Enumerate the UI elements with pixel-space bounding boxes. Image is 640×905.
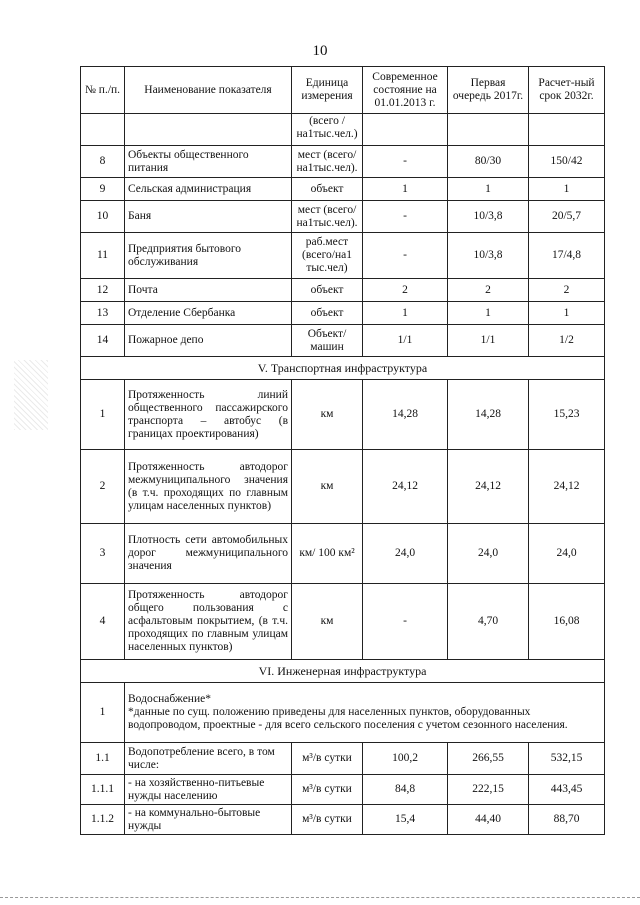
header-unit: Единица измерения (292, 67, 363, 114)
row-calc (529, 114, 605, 146)
page-number: 10 (312, 43, 328, 59)
row-current: 1 (363, 178, 448, 201)
row-current: 14,28 (363, 380, 448, 450)
row-current: - (363, 233, 448, 279)
row-calc: 16,08 (529, 584, 605, 660)
row-current: 2 (363, 279, 448, 302)
row-first: 4,70 (448, 584, 529, 660)
row-first: 266,55 (448, 743, 529, 775)
row-num: 1.1.2 (81, 805, 125, 835)
row-first: 1/1 (448, 325, 529, 357)
row-current: - (363, 584, 448, 660)
row-num: 13 (81, 302, 125, 325)
row-current: 15,4 (363, 805, 448, 835)
row-num: 4 (81, 584, 125, 660)
row-current: - (363, 201, 448, 233)
row-current: 84,8 (363, 775, 448, 805)
header-calc: Расчет-ный срок 2032г. (529, 67, 605, 114)
row-name: Водопотребление всего, в том числе: (125, 743, 292, 775)
row-unit: м³/в сутки (292, 805, 363, 835)
row-unit: Объект/ машин (292, 325, 363, 357)
header-name: Наименование показателя (125, 67, 292, 114)
row-unit: объект (292, 302, 363, 325)
water-supply-title: Водоснабжение* (128, 693, 211, 705)
row-first: 10/3,8 (448, 201, 529, 233)
row-unit: км (292, 584, 363, 660)
row-calc: 1 (529, 302, 605, 325)
section-heading-engineering (81, 660, 605, 683)
table-row (81, 775, 605, 805)
row-num: 3 (81, 524, 125, 584)
row-name: Пожарное депо (125, 325, 292, 357)
header-current: Современное состояние на 01.01.2013 г. (363, 67, 448, 114)
row-first: 1 (448, 302, 529, 325)
row-name: Отделение Сбербанка (125, 302, 292, 325)
row-first: 2 (448, 279, 529, 302)
row-first: 14,28 (448, 380, 529, 450)
row-current: 24,0 (363, 524, 448, 584)
scan-artifact (14, 360, 48, 430)
row-name: Протяженность автодорог межмуниципального значения (в т.ч. проходящих по главным улицам населенных пунктов) (125, 450, 292, 524)
page-edge-line (0, 897, 640, 899)
water-supply-row (81, 683, 605, 743)
table-row (81, 201, 605, 233)
row-unit: м³/в сутки (292, 775, 363, 805)
table-row (81, 524, 605, 584)
row-calc: 1 (529, 178, 605, 201)
water-supply-cell (125, 683, 605, 743)
row-name: Протяженность линий общественного пассажирского транспорта – автобус (в границах проектирования) (125, 380, 292, 450)
row-calc: 24,0 (529, 524, 605, 584)
row-name: Баня (125, 201, 292, 233)
row-unit: объект (292, 178, 363, 201)
row-unit: м³/в сутки (292, 743, 363, 775)
row-name: - на хозяйственно-питьевые нужды населению (125, 775, 292, 805)
row-first: 44,40 (448, 805, 529, 835)
table-row (81, 302, 605, 325)
row-first: 80/30 (448, 146, 529, 178)
section-title: V. Транспортная инфраструктура (81, 357, 605, 380)
row-name: Почта (125, 279, 292, 302)
row-unit: раб.мест (всего/на1 тыс.чел) (292, 233, 363, 279)
table-row (81, 584, 605, 660)
row-num: 8 (81, 146, 125, 178)
table-row (81, 743, 605, 775)
row-num: 2 (81, 450, 125, 524)
row-unit: км (292, 450, 363, 524)
table-row (81, 325, 605, 357)
row-name: Предприятия бытового обслуживания (125, 233, 292, 279)
table-row (81, 450, 605, 524)
table-row (81, 114, 605, 146)
table-row (81, 380, 605, 450)
row-current: - (363, 146, 448, 178)
row-calc: 20/5,7 (529, 201, 605, 233)
table-row (81, 233, 605, 279)
table-header-row (81, 67, 605, 114)
row-unit: (всего /на1тыс.чел.) (292, 114, 363, 146)
row-calc: 15,23 (529, 380, 605, 450)
row-calc: 88,70 (529, 805, 605, 835)
section-title: VI. Инженерная инфраструктура (81, 660, 605, 683)
row-current: 100,2 (363, 743, 448, 775)
row-first (448, 114, 529, 146)
table-row (81, 805, 605, 835)
row-first: 222,15 (448, 775, 529, 805)
row-current: 24,12 (363, 450, 448, 524)
row-num: 14 (81, 325, 125, 357)
water-supply-note: *данные по сущ. положению приведены для населенных пунктов, оборудованных водопроводом, проектные - для всего сельского поселения с учетом сезонного населения. (128, 706, 568, 731)
row-num (81, 114, 125, 146)
row-unit: мест (всего/ на1тыс.чел). (292, 201, 363, 233)
row-current: 1 (363, 302, 448, 325)
row-calc: 1/2 (529, 325, 605, 357)
row-name: Сельская администрация (125, 178, 292, 201)
row-num: 1 (81, 380, 125, 450)
row-num: 1.1 (81, 743, 125, 775)
row-name (125, 114, 292, 146)
row-num: 1 (81, 683, 125, 743)
row-num: 12 (81, 279, 125, 302)
row-current: 1/1 (363, 325, 448, 357)
row-calc: 17/4,8 (529, 233, 605, 279)
section-heading-transport (81, 357, 605, 380)
header-first: Первая очередь 2017г. (448, 67, 529, 114)
row-num: 1.1.1 (81, 775, 125, 805)
row-first: 24,0 (448, 524, 529, 584)
row-first: 24,12 (448, 450, 529, 524)
header-num: № п./п. (81, 67, 125, 114)
row-first: 10/3,8 (448, 233, 529, 279)
indicators-table (80, 66, 605, 835)
table-row (81, 146, 605, 178)
table-row (81, 178, 605, 201)
row-name: Объекты общественного питания (125, 146, 292, 178)
row-calc: 443,45 (529, 775, 605, 805)
row-first: 1 (448, 178, 529, 201)
row-name: - на коммунально-бытовые нужды (125, 805, 292, 835)
row-calc: 532,15 (529, 743, 605, 775)
row-current (363, 114, 448, 146)
row-unit: объект (292, 279, 363, 302)
row-num: 11 (81, 233, 125, 279)
table-row (81, 279, 605, 302)
row-unit: мест (всего/ на1тыс.чел). (292, 146, 363, 178)
row-unit: км (292, 380, 363, 450)
row-num: 10 (81, 201, 125, 233)
row-unit: км/ 100 км² (292, 524, 363, 584)
row-calc: 150/42 (529, 146, 605, 178)
row-calc: 2 (529, 279, 605, 302)
row-name: Протяженность автодорог общего пользования с асфальтовым покрытием, (в т.ч. проходящих по главным улицам населенных пунктов) (125, 584, 292, 660)
row-num: 9 (81, 178, 125, 201)
row-calc: 24,12 (529, 450, 605, 524)
row-name: Плотность сети автомобильных дорог межмуниципального значения (125, 524, 292, 584)
